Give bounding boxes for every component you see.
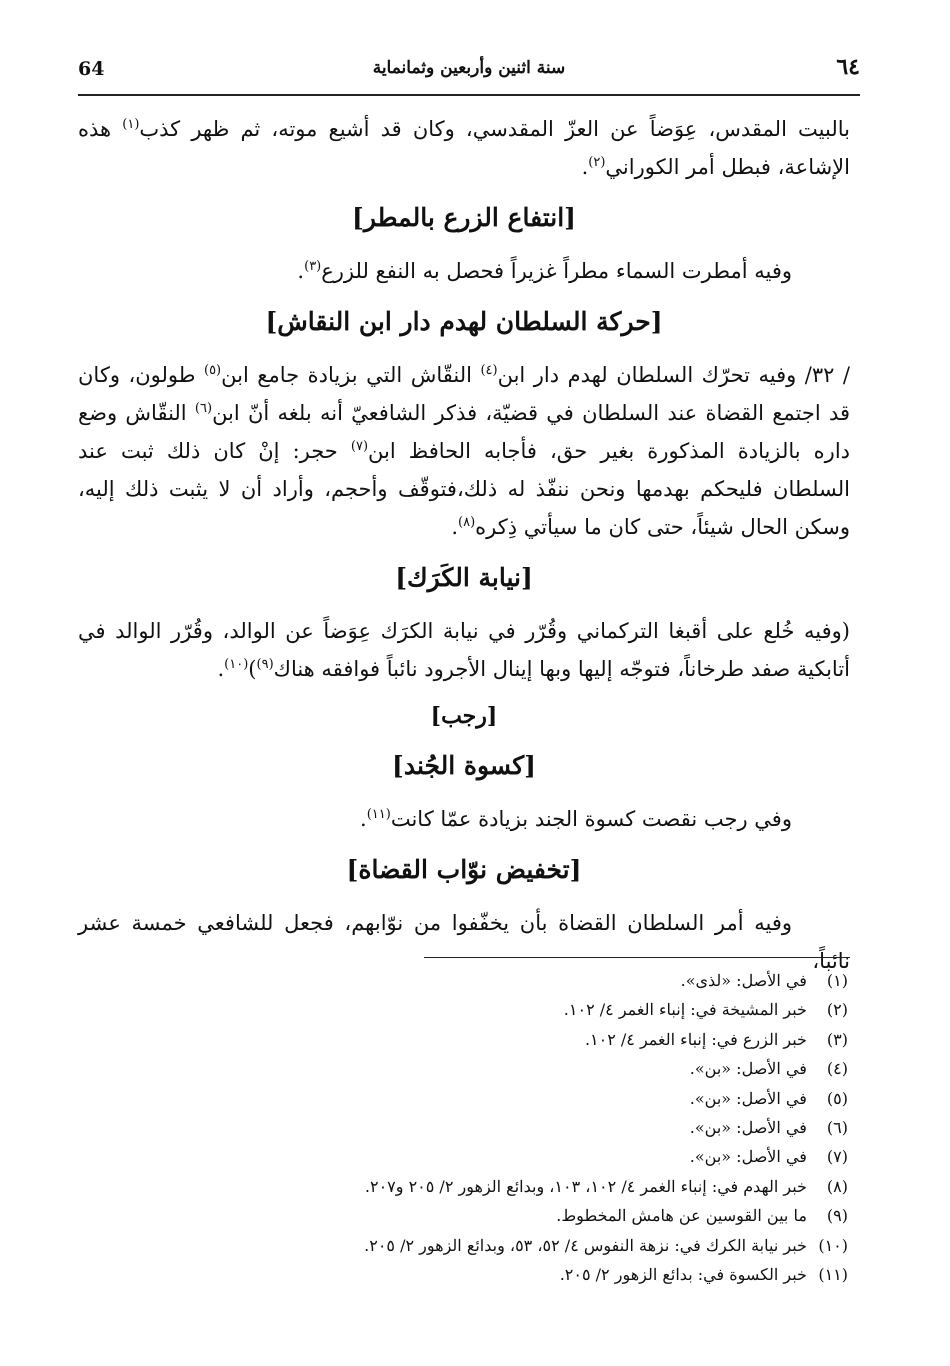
footnote-number: (١) xyxy=(826,971,848,990)
footnote-ref[interactable]: (٤) xyxy=(480,363,498,378)
footnote-number: (٩) xyxy=(826,1206,848,1226)
footnote-number: (٤) xyxy=(826,1059,848,1079)
footnote-number: (٣) xyxy=(826,1029,848,1049)
header-rule xyxy=(78,94,860,96)
paragraph-demolish xyxy=(78,356,850,546)
footnote-ref[interactable]: (٧) xyxy=(350,439,369,454)
footnote-number: (١٠) xyxy=(818,1235,848,1255)
text-run: وفي رجب نقصت كسوة الجند بزيادة عمّا كانت xyxy=(390,807,792,831)
footnote-text: ما بين القوسين عن هامش المخطوط. xyxy=(556,1206,812,1226)
paragraph-clothing xyxy=(78,800,850,838)
text-run: / ٣٢/ وفيه تحرّك السلطان لهدم دار ابن xyxy=(497,363,850,387)
section-heading-sultan-demolish: [حركة السلطان لهدم دار ابن النقاش] xyxy=(265,307,663,336)
section-heading-judges-deputies: [تخفيض نوّاب القضاة] xyxy=(346,855,582,884)
footnote-rule xyxy=(424,957,850,958)
text-run: (وفيه خُلع على أقبغا التركماني وقُرّر في نيابة الكرَك عِوَضاً عن الوالد، وقُرّر الوالد في أتابكية صفد طرخاناً، فتوجّه إليها وبها إينال الأجرود نائباً فوافقه هناك xyxy=(78,619,850,681)
footnote-text: في الأصل: «بن». xyxy=(689,1088,812,1108)
footnote-ref[interactable]: (١١) xyxy=(366,807,391,822)
page-number-latin: 64 xyxy=(78,58,105,80)
footnote-item xyxy=(78,1113,848,1142)
footnote-number: (٧) xyxy=(826,1147,848,1167)
section-heading-soldiers-clothing: [كسوة الجُند] xyxy=(392,751,536,780)
text-run: . xyxy=(297,259,305,283)
footnote-number: (٦) xyxy=(826,1117,848,1137)
footnote-text: خبر الكسوة في: بدائع الزهور ٢/ ٢٠٥. xyxy=(559,1264,812,1284)
footnote-item xyxy=(78,995,848,1024)
footnote-item xyxy=(78,1084,848,1113)
footnote-text: خبر الزرع في: إنباء الغمر ٤/ ١٠٢. xyxy=(584,1029,812,1049)
footnote-text: خبر المشيخة في: إنباء الغمر ٤/ ١٠٢. xyxy=(563,1000,812,1020)
footnote-text: في الأصل: «بن». xyxy=(689,1059,812,1079)
footnote-item xyxy=(78,1201,848,1230)
footnote-number: (٨) xyxy=(826,1176,848,1196)
main-text xyxy=(78,110,850,990)
footnote-number: (٢) xyxy=(826,1000,848,1020)
text-run: حجر: إنْ كان ذلك ثبت عند السلطان فليحكم بهدمها ونحن ننفّذ له ذلك،فتوقّف وأحجم، وأراد أن لا يثبت ذلك إليه، وسكن الحال شيئاً، حتى كان ما سيأتي ذِكره xyxy=(78,439,850,539)
footnote-text: في الأصل: «لذى». xyxy=(680,971,812,990)
text-run: . xyxy=(451,515,459,539)
text-run: . xyxy=(217,657,225,681)
footnote-item xyxy=(78,1231,848,1260)
section-heading-karak: [نيابة الكَرَك] xyxy=(395,563,533,592)
text-run: . xyxy=(360,807,367,831)
page-number-arabic: ٦٤ xyxy=(836,54,860,80)
page-header xyxy=(78,52,860,92)
footnote-text: في الأصل: «بن». xyxy=(689,1117,812,1137)
text-run: هذه الإشاعة، فبطل أمر الكوراني xyxy=(78,117,850,179)
footnote-ref[interactable]: (١٠) xyxy=(224,657,249,672)
footnote-ref[interactable]: (١) xyxy=(122,117,140,132)
footnote-item xyxy=(78,1142,848,1171)
running-title: سنة اثنين وأربعين وثمانماية xyxy=(372,58,566,78)
footnote-item xyxy=(78,1172,848,1201)
footnote-item xyxy=(78,1025,848,1054)
section-heading-crops-rain: [انتفاع الزرع بالمطر] xyxy=(352,203,576,232)
text-run: طولون، وكان قد اجتمع القضاة عند السلطان في قضيّة، فذكر الشافعيّ أنه بلغه أنّ ابن xyxy=(78,363,851,425)
footnote-item xyxy=(78,966,848,995)
text-run: النقّاش وضع داره بالزيادة المذكورة بغير حق، فأجابه الحافظ ابن xyxy=(78,401,851,463)
footnotes xyxy=(78,966,848,1289)
footnote-ref[interactable]: (٦) xyxy=(194,401,213,416)
footnote-text: خبر نيابة الكرك في: نزهة النفوس ٤/ ٥٢، ٥٣، وبدائع الزهور ٢/ ٢٠٥. xyxy=(364,1235,812,1255)
footnote-item xyxy=(78,1260,848,1289)
paragraph-rain xyxy=(78,252,850,290)
footnote-ref[interactable]: (٢) xyxy=(588,155,606,170)
text-run: بالبيت المقدس، عِوَضاً عن العزّ المقدسي، وكان قد أشيع موته، ثم ظهر كذب xyxy=(139,117,850,141)
footnote-ref[interactable]: (٨) xyxy=(458,515,476,530)
footnote-number: (١١) xyxy=(818,1264,848,1284)
footnote-text: في الأصل: «بن». xyxy=(689,1147,812,1167)
footnote-ref[interactable]: (٣) xyxy=(304,259,322,274)
paragraph-karak-text xyxy=(78,612,850,688)
text-run: ) xyxy=(248,657,257,681)
footnote-text: خبر الهدم في: إنباء الغمر ٤/ ١٠٢، ١٠٣، وبدائع الزهور ٢/ ٢٠٥ و٢٠٧. xyxy=(364,1176,812,1196)
text-run: وفيه أمر السلطان القضاة بأن يخفّفوا من نوّابهم، فجعل للشافعي خمسة عشر نائباً، xyxy=(78,911,850,973)
text-run: النقّاش التي بزيادة جامع ابن xyxy=(221,363,481,387)
footnote-ref[interactable]: (٥) xyxy=(203,363,222,378)
paragraph-intro xyxy=(78,110,850,186)
month-heading-rajab: [رجب] xyxy=(430,703,498,729)
text-run: . xyxy=(581,155,589,179)
footnote-item xyxy=(78,1054,848,1083)
footnote-ref[interactable]: (٩) xyxy=(256,657,274,672)
text-run: وفيه أمطرت السماء مطراً غزيراً فحصل به النفع للزرع xyxy=(321,259,792,283)
footnote-number: (٥) xyxy=(826,1088,848,1108)
